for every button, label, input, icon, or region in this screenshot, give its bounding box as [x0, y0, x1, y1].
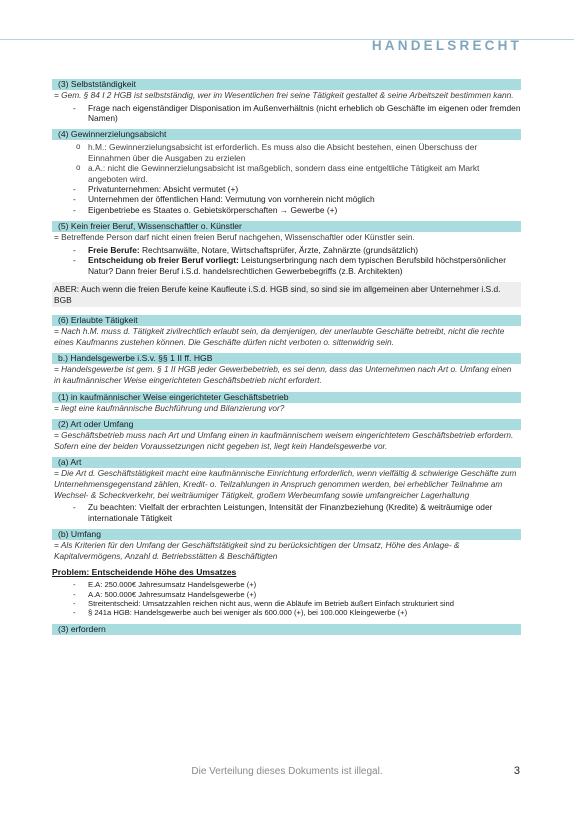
section-erlaubte-taetigkeit: [52, 315, 521, 347]
definition-note: = liegt eine kaufmännische Buchführung und Bilanzierung vor?: [54, 402, 285, 413]
list-item: - Zu beachten: Vielfalt der erbrachten Leistungen, Intensität der Finanzbeziehung (Kredite) & weiträumige oder internationale Tätigkeit: [52, 502, 521, 523]
list-item: - Frage nach eigenständiger Disponisation im Außenverhältnis (nicht erheblich ob Geschäfte im eigenen oder fremden Namen): [52, 103, 521, 124]
page-number: 3: [513, 765, 520, 777]
aber-note: ABER: Auch wenn die freien Berufe keine Kaufleute i.S.d. HGB sind, so sind sie im allgemeinen aber Unternehmer i.S.d. BGB: [52, 282, 521, 307]
definition-note: = Gem. § 84 I 2 HGB ist selbstständig, wer im Wesentlichen frei seine Tätigkeit gestaltet & seine Arbeitszeit bestimmen kann.: [54, 90, 514, 100]
item-lead: Freie Berufe:: [88, 244, 140, 255]
item-text: Rechtsanwälte, Notare, Wirtschaftsprüfer, Ärzte, Zahnärzte (grundsätzlich): [139, 244, 419, 255]
section-gewinnerzielungsabsicht: [52, 129, 521, 215]
bullet-list: [52, 245, 521, 276]
item-lead: Entscheidung ob freier Beruf vorliegt:: [88, 255, 239, 266]
list-item: - Unternehmen der öffentlichen Hand: Vermutung von vornherein nicht möglich: [52, 194, 521, 204]
section-art: [52, 457, 521, 523]
bullet-list: [52, 142, 521, 215]
definition-note: = Handelsgewerbe ist gem. § 1 II HGB jeder Gewerbebetrieb, es sei denn, dass das Unternehmen nach Art o. Umfang einen in kaufmännischer Weise eingerichteten Geschäftsbetrieb nicht erfordert.: [54, 364, 512, 386]
definition-note: = Als Kriterien für den Umfang der Geschäftstätigkeit sind zu berücksichtigen der Umsatz, Höhe des Anlage- & Kapitalvermögens, Anzahl d. Betriebsstätten & Beschäftigten: [54, 540, 460, 561]
list-item: o a.A.: nicht die Gewinnerzielungsabsicht ist maßgeblich, sondern dass eine entgeltliche Tätigkeit am Markt angeboten wird.: [52, 163, 521, 184]
list-item: - § 241a HGB: Handelsgewerbe auch bei weniger als 600.000 (+), bei 100.000 Kleingewerbe (+): [52, 608, 521, 617]
section-erfordern: [52, 624, 521, 635]
list-item: [52, 245, 521, 255]
section-heading: b.) Handelsgewerbe i.S.v. §§ 1 II ff. HGB: [52, 353, 521, 364]
bullet-list: [52, 103, 521, 124]
item-text: Leistungserbringung nach dem typischen Berufsbild höchstpersönlicher Natur? Dann freier Beruf i.S.d. handelsrechtlichen Gewerbebegriffs (z.B. Architekten): [88, 255, 507, 276]
definition-note: = Betreffende Person darf nicht einen freien Beruf nachgehen, Wissenschaftler oder Künstler sein.: [54, 232, 415, 243]
definition-note: = Geschäftsbetrieb muss nach Art und Umfang einen in kaufmännischem weisem eingerichtetem Geschäftsbetrieb erfordern. Sofern eine der beiden Voraussetzungen nicht gegeben ist, liegt kein Handelsgewerbe vor.: [54, 430, 514, 451]
problem-heading: Problem: Entscheidende Höhe des Umsatzes: [52, 567, 237, 578]
section-heading: (1) in kaufmännischer Weise eingerichteter Geschäftsbetrieb: [52, 392, 521, 403]
section-problem-umsatz: [52, 567, 521, 618]
section-heading: (b) Umfang: [52, 529, 521, 540]
section-kaufmaennische-weise: [52, 392, 521, 414]
section-art-oder-umfang: [52, 419, 521, 451]
page-header-title: HANDELSRECHT: [371, 38, 522, 53]
section-heading: (6) Erlaubte Tätigkeit: [52, 315, 521, 326]
section-heading: (a) Art: [52, 457, 521, 468]
list-item: [52, 255, 521, 276]
section-freier-beruf: [52, 221, 521, 276]
bullet-list: [52, 502, 521, 523]
section-selbststaendigkeit: [52, 79, 521, 123]
list-item: - Privatunternehmen: Absicht vermutet (+): [52, 184, 521, 194]
document-body: [52, 79, 521, 641]
list-item: - Eigenbetriebe es Staates o. Gebietskörperschaften → Gewerbe (+): [52, 205, 521, 215]
section-heading: (3) erfordern: [52, 624, 521, 635]
list-item: - Streitentscheid: Umsatzzahlen reichen nicht aus, wenn die Abläufe im Betrieb äußert Einfach strukturiert sind: [52, 599, 521, 608]
section-heading: (2) Art oder Umfang: [52, 419, 521, 430]
definition-note: = Nach h.M. muss d. Tätigkeit zivilrechtlich erlaubt sein, da demjenigen, der unerlaubte Geschäfte betreibt, nicht die rechte eines Kaufmanns zustehen können. Die Geschäfte dürfen nicht verboten o. sittenwidrig sein.: [54, 326, 505, 347]
list-item: o h.M.: Gewinnerzielungsabsicht ist erforderlich. Es muss also die Absicht bestehen, einen Überschuss der Einnahmen über die Ausgaben zu erzielen: [52, 142, 521, 163]
section-heading: (3) Selbstständigkeit: [52, 79, 521, 90]
section-heading: (4) Gewinnerzielungsabsicht: [52, 129, 521, 140]
list-item: - E.A: 250.000€ Jahresumsatz Handelsgewerbe (+): [52, 580, 521, 589]
footer-notice: Die Verteilung dieses Dokuments ist illegal.: [191, 766, 383, 777]
section-handelsgewerbe: [52, 353, 521, 385]
bullet-list: [52, 580, 521, 618]
section-heading: (5) Kein freier Beruf, Wissenschaftler o. Künstler: [52, 221, 521, 232]
list-item: - A.A: 500.000€ Jahresumsatz Handelsgewerbe (+): [52, 590, 521, 599]
definition-note: = Die Art d. Geschäftstätigkeit macht eine kaufmännische Einrichtung erforderlich, wenn vielfältig & schwierige Geschäfte zum Unternehmensgegenstand zählen, Kredit- o. Teilzahlungen in Anspruch genommen werden, bei erheblicher Teilnahme am Wechsel- & Scheckverkehr, bei weiträumiger Tätigkeit, großem Werbeumfang sowie umfangreicher Lagerhaltung: [54, 468, 517, 500]
section-umfang: [52, 529, 521, 561]
